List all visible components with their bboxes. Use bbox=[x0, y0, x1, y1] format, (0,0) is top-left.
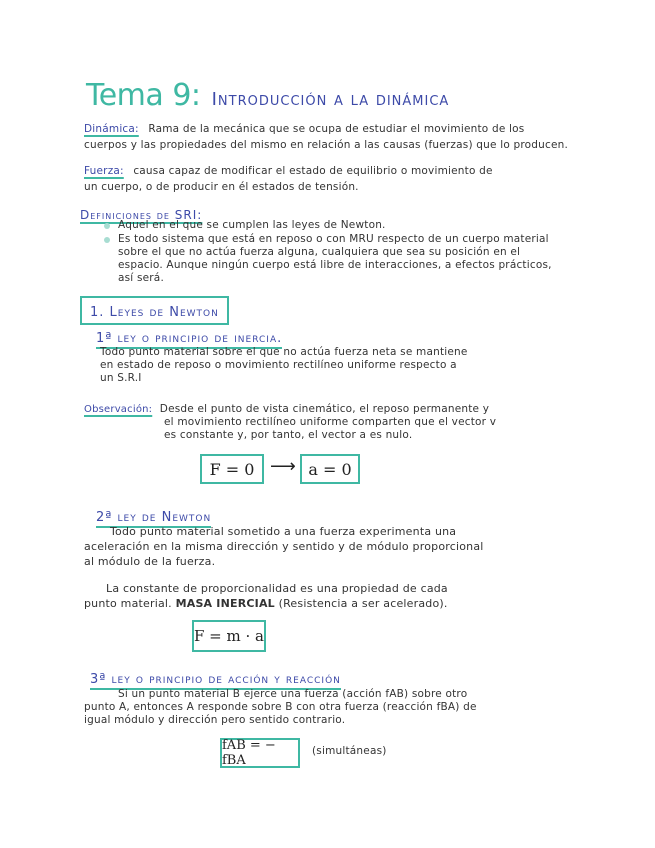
section1-heading: 1. Leyes de Newton bbox=[90, 305, 219, 320]
dinamica-line2: cuerpos y las propiedades del mismo en relación a las causas (fuerzas) que lo producen. bbox=[84, 139, 569, 151]
ley3-body: Si un punto material B ejerce una fuerza (acción fAB) sobre otro punto A, entonces A responde sobre B con otra fuerza (reacción fBA) de igual módulo y dirección pero sentido contrario. bbox=[84, 688, 477, 726]
ley1-observacion: Observación: Desde el punto de vista cinemático, el reposo permanente y el movimiento rectilíneo uniforme comparten que el vector v es constante y, por tanto, el vector a es nulo. bbox=[84, 403, 497, 441]
fuerza-term: Fuerza: bbox=[84, 165, 124, 177]
ley1-body: Todo punto material sobre el que no actúa fuerza neta se mantiene en estado de reposo o movimiento rectilíneo uniforme respecto a un S.R.I bbox=[100, 346, 468, 384]
ley1-heading: 1ª ley o principio de inercia. bbox=[96, 327, 282, 346]
fuerza-line2: un cuerpo, o de producir en él estados de tensión. bbox=[84, 181, 359, 193]
page-title bbox=[86, 78, 449, 113]
section1-heading-box bbox=[80, 296, 229, 325]
definiciones-bullet1: Aquel en el que se cumplen las leyes de Newton. bbox=[118, 219, 386, 231]
definiciones-bullet2: Es todo sistema que está en reposo o con MRU respecto de un cuerpo material sobre el que no actúa fuerza alguna, cualquiera que sea su posición en el espacio. Aunque ningún cuerpo está libre de interacciones, a efectos prácticos, así será. bbox=[118, 233, 552, 284]
title-sub: Introducción a la dinámica bbox=[211, 89, 450, 110]
implies-arrow-icon: ⟶ bbox=[270, 456, 296, 477]
definiciones-heading: Definiciones de SRI: bbox=[80, 208, 203, 222]
formula-box-a: a = 0 bbox=[300, 454, 360, 484]
ley2-body: Todo punto material sometido a una fuerza experimenta una aceleración en la misma dirección y sentido y de módulo proporcional al módulo de la fuerza. La constante de proporcionalidad es una propiedad de cada punto material. MASA INERCIAL (Resistencia a ser acelerado). bbox=[84, 525, 484, 610]
fuerza-definition bbox=[84, 165, 604, 194]
formula-box-f: F = 0 bbox=[200, 454, 264, 484]
dinamica-line1: Rama de la mecánica que se ocupa de estudiar el movimiento de los bbox=[148, 123, 525, 135]
title-main: Tema 9: bbox=[86, 78, 201, 113]
formula-box-newton2: F = m · a bbox=[192, 620, 266, 652]
formula-box-newton3: fAB = − fBA bbox=[220, 738, 300, 768]
bullet-icon bbox=[104, 237, 110, 243]
ley2-heading: 2ª ley de Newton bbox=[96, 506, 211, 525]
observacion-term: Observación: bbox=[84, 404, 153, 415]
dinamica-definition bbox=[84, 123, 604, 152]
fuerza-line1: causa capaz de modificar el estado de equilibrio o movimiento de bbox=[133, 165, 493, 177]
ley3-heading: 3ª ley o principio de acción y reacción bbox=[90, 668, 341, 687]
dinamica-term: Dinámica: bbox=[84, 123, 139, 135]
ley3-note: (simultáneas) bbox=[312, 745, 387, 757]
bullet-icon bbox=[104, 223, 110, 229]
